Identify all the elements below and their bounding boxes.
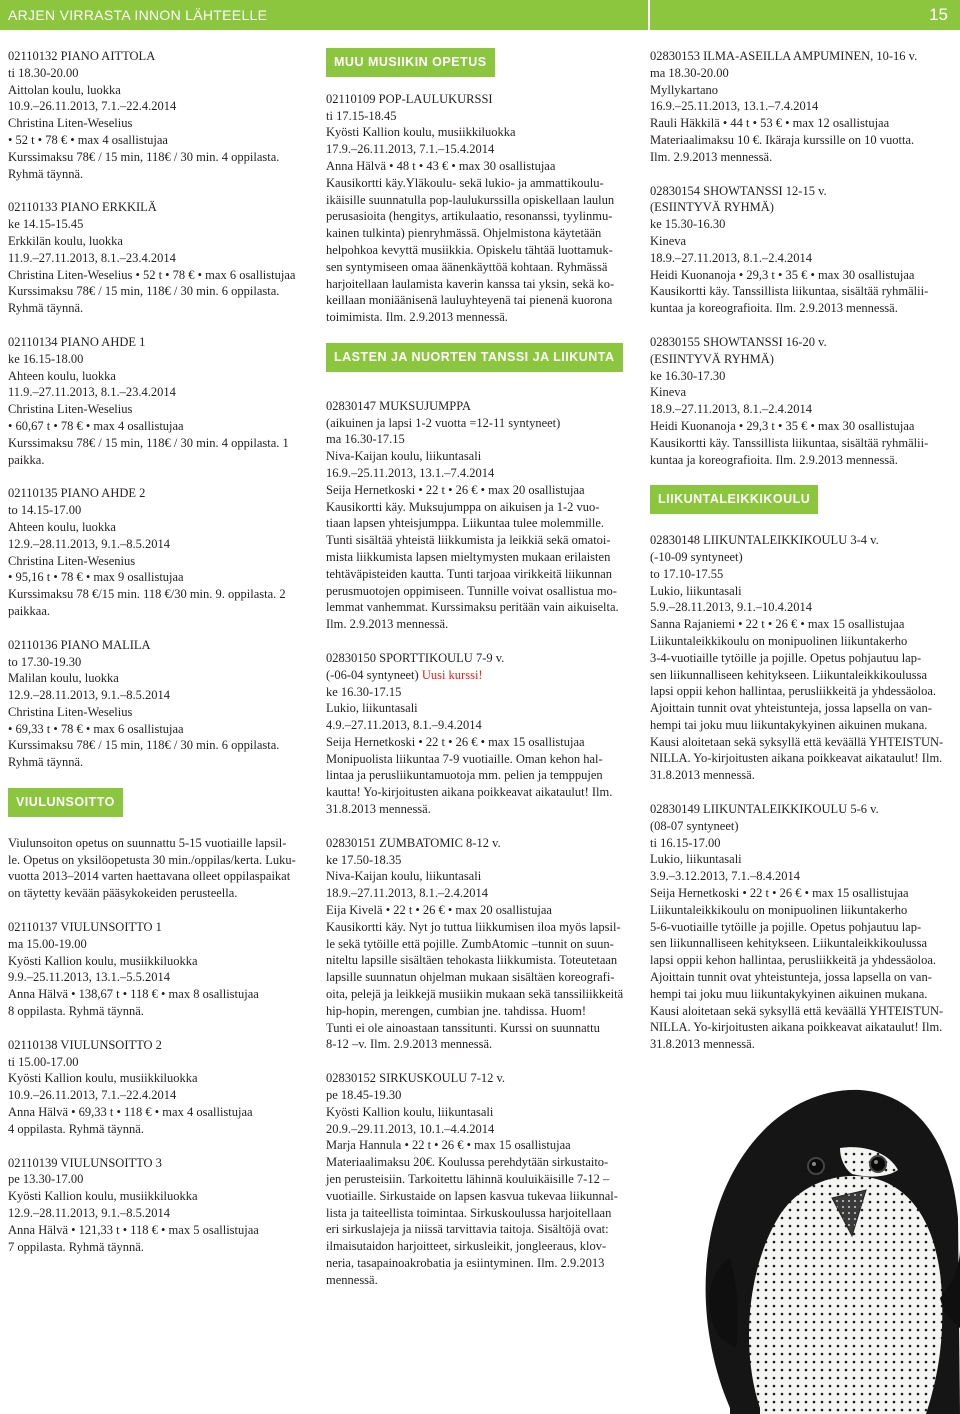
text-line: (-10-09 syntyneet) xyxy=(650,549,743,564)
course-pop-laulukurssi xyxy=(326,91,632,326)
text-line: 20.9.–29.11.2013, 10.1.–4.4.2014 xyxy=(326,1121,495,1136)
text-line: hip-hopin, merengen, cumbian jne. tahdissa. Huom! xyxy=(326,1003,587,1018)
text-line: Kineva xyxy=(650,233,687,248)
text-line: sen liikunnalliseen kehitykseen. Liikuntaleikkikoulussa xyxy=(650,936,928,951)
text-line: 02110134 PIANO AHDE 1 xyxy=(8,334,146,349)
text-line: Niva-Kaijan koulu, liikuntasali xyxy=(326,869,482,884)
text-line: 8 oppilasta. Ryhmä täynnä. xyxy=(8,1004,144,1019)
text-line: Christina Liten-Weselius xyxy=(8,116,133,131)
text-line: 16.9.–25.11.2013, 13.1.–7.4.2014 xyxy=(650,99,819,114)
text-line: Kausikortti käy.Yläkoulu- sekä lukio- ja ammattikoulu- xyxy=(326,175,604,190)
sporttikoulu-title xyxy=(326,650,632,667)
text-line: 10.9.–26.11.2013, 7.1.–22.4.2014 xyxy=(8,99,177,114)
text-line: toimimista. Ilm. 2.9.2013 mennessä. xyxy=(326,310,508,325)
text-line: 4 oppilasta. Ryhmä täynnä. xyxy=(8,1121,144,1136)
text-line: 10.9.–26.11.2013, 7.1.–22.4.2014 xyxy=(8,1088,177,1103)
course-liikuntaleikkikoulu-3-4 xyxy=(650,532,953,784)
text-line: 02110138 VIULUNSOITTO 2 xyxy=(8,1037,162,1052)
text-line: 18.9.–27.11.2013, 8.1.–2.4.2014 xyxy=(650,250,813,265)
text-line: Liikuntaleikkikoulu on monipuolinen liikuntakerho xyxy=(650,902,908,917)
sporttikoulu-details xyxy=(326,684,632,818)
text-line: 02830152 SIRKUSKOULU 7-12 v. xyxy=(326,1071,506,1086)
text-line: 18.9.–27.11.2013, 8.1.–2.4.2014 xyxy=(326,886,489,901)
text-line: Kyösti Kallion koulu, musiikkiluokka xyxy=(8,953,198,968)
course-piano-ahde-2 xyxy=(8,485,306,619)
text-line: Marja Hannula • 22 t • 26 € • max 15 osallistujaa xyxy=(326,1138,571,1153)
text-line: 31.8.2013 mennessä. xyxy=(650,768,755,783)
text-line: Anna Hälvä • 48 t • 43 € • max 30 osallistujaa xyxy=(326,158,556,173)
text-line: mista liikkumista lapsen mieltymysten mukaan erilaisten xyxy=(326,549,611,564)
page-header xyxy=(0,0,960,30)
course-showtanssi-16-20 xyxy=(650,334,953,468)
text-line: 02110109 POP-LAULUKURSSI xyxy=(326,91,493,106)
text-line: Anna Hälvä • 121,33 t • 118 € • max 5 osallistujaa xyxy=(8,1222,259,1237)
text-line: lista ja taiteellista toimintaa. Sirkuskoulussa harjoitellaan xyxy=(326,1205,612,1220)
text-line: 02830147 MUKSUJUMPPA xyxy=(326,398,472,413)
text-line: 02830153 ILMA-ASEILLA AMPUMINEN, 10-16 v. xyxy=(650,49,918,63)
text-line: lapsi oppii kehon hallintaa, perusliikkeitä ja yhdessäoloa. xyxy=(650,953,937,968)
course-sirkuskoulu xyxy=(326,1070,632,1288)
text-line: (ESIINTYVÄ RYHMÄ) xyxy=(650,351,774,366)
text-line: (08-07 syntyneet) xyxy=(650,818,739,833)
text-line: Anna Hälvä • 138,67 t • 118 € • max 8 osallistujaa xyxy=(8,987,259,1002)
text-line: eri sirkuslajeja ja niissä tarvittavia taitoja. Sisältöjä ovat: xyxy=(326,1222,609,1237)
text-line: 17.9.–26.11.2013, 7.1.–15.4.2014 xyxy=(326,142,495,157)
text-line: Ryhmä täynnä. xyxy=(8,301,84,316)
text-line: Kausi aloitetaan sekä syksyllä että keväällä YHTEISTUN- xyxy=(650,734,944,749)
text-line: keillaan moniäänisenä lauluyhteyenä tai pienenä kuorona xyxy=(326,293,613,308)
course-piano-aittola xyxy=(8,48,306,182)
new-course-badge: Uusi kurssi! xyxy=(421,667,483,682)
course-zumbatomic xyxy=(326,835,632,1053)
text-line: sen liikunnalliseen kehitykseen. Liikuntaleikkikoulussa xyxy=(650,667,928,682)
text-line: to 17.30-19.30 xyxy=(8,654,82,669)
text-line: lapsi oppii kehon hallintaa, perusliikkeitä ja yhdessäoloa. xyxy=(650,684,937,699)
page-number: 15 xyxy=(929,5,948,24)
text-line: • 52 t • 78 € • max 4 osallistujaa xyxy=(8,132,168,147)
text-line: paikka. xyxy=(8,452,45,467)
course-showtanssi-12-15 xyxy=(650,183,953,317)
text-line: Niva-Kaijan koulu, liikuntasali xyxy=(326,449,482,464)
text-line: 8-12 –v. Ilm. 2.9.2013 mennessä. xyxy=(326,1037,493,1052)
text-line: 02830151 ZUMBATOMIC 8-12 v. xyxy=(326,835,501,850)
text-line: ke 16.30-17.30 xyxy=(650,368,726,383)
text-line: vuotiaille. Sirkustaide on lapsen kasvua tukevaa liikunnal- xyxy=(326,1188,618,1203)
text-line: hempi tai joku muu liikuntakykyinen aikuinen mukana. xyxy=(650,717,928,732)
text-line: Ahteen koulu, luokka xyxy=(8,368,116,383)
text-line: perusmuotojen oppimiseen. Tunnille voivat osallistua mo- xyxy=(326,583,617,598)
course-piano-erkkila xyxy=(8,199,306,317)
text-line: Christina Liten-Weselius • 52 t • 78 € • max 6 osallistujaa xyxy=(8,267,296,282)
text-line: NILLA. Yo-kirjoitusten aikana poikkeavat aikataulut! Ilm. xyxy=(650,1020,943,1035)
text-line: 02110135 PIANO AHDE 2 xyxy=(8,486,146,501)
text-line: 9.9.–25.11.2013, 13.1.–5.5.2014 xyxy=(8,970,171,985)
column-right xyxy=(650,48,953,1070)
text-line: Kyösti Kallion koulu, musiikkiluokka xyxy=(326,125,516,140)
text-line: • 95,16 t • 78 € • max 9 osallistujaa xyxy=(8,570,184,585)
column-middle xyxy=(326,48,632,1306)
text-line: harjoitellaan laulamista kaverin kanssa tai yksin, sekä ko- xyxy=(326,276,615,291)
text-line: 4.9.–27.11.2013, 8.1.–9.4.2014 xyxy=(326,718,482,733)
text-line: 16.9.–25.11.2013, 13.1.–7.4.2014 xyxy=(326,465,495,480)
text-line: 31.8.2013 mennessä. xyxy=(326,802,431,817)
course-viulunsoitto-1 xyxy=(8,919,306,1020)
text-line: kuntaa ja koreografioita. Ilm. 2.9.2013 mennessä. xyxy=(650,452,898,467)
text-line: ti 18.30-20.00 xyxy=(8,65,79,80)
text-line: Kurssimaksu 78€ / 15 min, 118€ / 30 min. 4 oppilasta. 1 xyxy=(8,435,289,450)
text-line: 02830148 LIIKUNTALEIKKIKOULU 3-4 v. xyxy=(650,533,879,548)
course-viulunsoitto-2 xyxy=(8,1037,306,1138)
text-line: Ahteen koulu, luokka xyxy=(8,519,116,534)
text-line: ke 15.30-16.30 xyxy=(650,217,726,232)
text-line: Ryhmä täynnä. xyxy=(8,755,84,770)
text-line: lemmat vanhemmat. Kurssimaksu peritään vain aikuiselta. xyxy=(326,600,619,615)
text-line: Seija Hernetkoski • 22 t • 26 € • max 15 osallistujaa xyxy=(650,886,909,901)
text-line: Anna Hälvä • 69,33 t • 118 € • max 4 osallistujaa xyxy=(8,1105,253,1120)
text-line: 02110132 PIANO AITTOLA xyxy=(8,49,156,63)
text-line: 12.9.–28.11.2013, 9.1.–8.5.2014 xyxy=(8,536,171,551)
text-line: kautta! Yo-kirjoitusten aikana poikkeavat aikataulut! Ilm. xyxy=(326,785,613,800)
text-line: ke 17.50-18.35 xyxy=(326,852,402,867)
text-line: ke 16.15-18.00 xyxy=(8,351,84,366)
text-line: Kausikortti käy. Muksujumppa on aikuisen ja 1-2 vuo- xyxy=(326,499,600,514)
text-line: le. Opetus on yksilöopetusta 30 min./oppilas/kerta. Luku- xyxy=(8,852,296,867)
text-line: 18.9.–27.11.2013, 8.1.–2.4.2014 xyxy=(650,402,813,417)
section-banner-liikuntaleikkikoulu: LIIKUNTALEIKKIKOULU xyxy=(650,485,818,514)
text-line: Seija Hernetkoski • 22 t • 26 € • max 20 osallistujaa xyxy=(326,482,585,497)
text-line: vuotta 2013–2014 varten haettavana olleet oppilaspaikat xyxy=(8,869,291,884)
text-line: 11.9.–27.11.2013, 8.1.–23.4.2014 xyxy=(8,250,176,265)
section-banner-viulunsoitto: VIULUNSOITTO xyxy=(8,788,123,817)
text-line: Ilm. 2.9.2013 mennessä. xyxy=(326,617,449,632)
text-line: 02110137 VIULUNSOITTO 1 xyxy=(8,920,162,935)
header-bar-right xyxy=(650,0,960,30)
text-line: on täytetty kevään pääsykokeiden perusteella. xyxy=(8,886,238,901)
course-piano-ahde-1 xyxy=(8,334,306,468)
text-line: ke 14.15-15.45 xyxy=(8,217,84,232)
text-line: • 60,67 t • 78 € • max 4 osallistujaa xyxy=(8,418,184,433)
text-line: Lukio, liikuntasali xyxy=(650,852,742,867)
text-line: ma 16.30-17.15 xyxy=(326,432,405,447)
text-line: mennessä. xyxy=(326,1272,378,1287)
text-line: 02830155 SHOWTANSSI 16-20 v. xyxy=(650,334,827,349)
text-line: Ajoittain tunnit ovat yhteistunteja, jossa lapsella on van- xyxy=(650,970,932,985)
text-line: Kyösti Kallion koulu, musiikkiluokka xyxy=(8,1189,198,1204)
text-line: neria, tasapainoakrobatia ja esiintyminen. Ilm. 2.9.2013 xyxy=(326,1256,605,1270)
text-line: Kausikortti käy. Tanssillista liikuntaa, sisältää ryhmälii- xyxy=(650,284,929,299)
text-line: 3.9.–3.12.2013, 7.1.–8.4.2014 xyxy=(650,869,800,884)
text-line: Kurssimaksu 78€ / 15 min, 118€ / 30 min. 6 oppilasta. xyxy=(8,738,280,753)
text-line: (aikuinen ja lapsi 1-2 vuotta =12-11 syntyneet) xyxy=(326,415,561,430)
text-line: helpohkoa kevyttä musiikkia. Opiskelu tähtää luottamuk- xyxy=(326,242,613,257)
text-line: 3-4-vuotiaille tytöille ja pojille. Opetus pohjautuu lap- xyxy=(650,650,922,665)
text-line: sen syntymiseen omaa äänenkäyttöä kohtaan. Ryhmässä xyxy=(326,259,608,274)
text-line: ma 15.00-19.00 xyxy=(8,936,87,951)
text-line: Kurssimaksu 78€ / 15 min, 118€ / 30 min. 4 oppilasta. xyxy=(8,149,280,164)
text-line: perusasioita (hengitys, artikulaatio, resonanssi, tyylinmu- xyxy=(326,209,613,224)
section-banner-muu-musiikki: MUU MUSIIKIN OPETUS xyxy=(326,48,495,77)
text-line: Materiaalimaksu 20€. Koulussa perehdytään sirkustaito- xyxy=(326,1155,609,1170)
text-line: pe 18.45-19.30 xyxy=(326,1088,402,1103)
text-line: paikkaa. xyxy=(8,603,50,618)
text-line: (ESIINTYVÄ RYHMÄ) xyxy=(650,200,774,215)
text-line: Ryhmä täynnä. xyxy=(8,166,84,181)
text-line: Sanna Rajaniemi • 22 t • 26 € • max 15 osallistujaa xyxy=(650,617,905,632)
text-line: to 14.15-17.00 xyxy=(8,503,82,518)
text-line: Malilan koulu, luokka xyxy=(8,671,119,686)
text-line: Kausi aloitetaan sekä syksyllä että keväällä YHTEISTUN- xyxy=(650,1003,944,1018)
text-line: Myllykartano xyxy=(650,82,719,97)
text-line: hempi tai joku muu liikuntakykyinen aikuinen mukana. xyxy=(650,986,928,1001)
text-line: 11.9.–27.11.2013, 8.1.–23.4.2014 xyxy=(8,385,176,400)
text-line: 02830150 SPORTTIKOULU 7-9 v. xyxy=(326,650,505,665)
text-line: Christina Liten-Wesenius xyxy=(8,553,136,568)
text-line: NILLA. Yo-kirjoitusten aikana poikkeavat aikataulut! Ilm. xyxy=(650,751,943,766)
text-line: tiaan lapsen yhteisjumppa. Liikuntaa tulee molemmille. xyxy=(326,516,605,531)
section-banner-tanssi-liikunta: LASTEN JA NUORTEN TANSSI JA LIIKUNTA xyxy=(326,343,623,372)
text-line: Heidi Kuonanoja • 29,3 t • 35 € • max 30 osallistujaa xyxy=(650,418,915,433)
text-line: 12.9.–28.11.2013, 9.1.–8.5.2014 xyxy=(8,1206,171,1221)
text-line: Kineva xyxy=(650,385,687,400)
header-title: ARJEN VIRRASTA INNON LÄHTEELLE xyxy=(8,7,268,23)
header-bar xyxy=(0,0,648,30)
text-line: Kyösti Kallion koulu, musiikkiluokka xyxy=(8,1071,198,1086)
text-line: Kausikortti käy. Tanssillista liikuntaa, sisältää ryhmälii- xyxy=(650,435,929,450)
text-line: ti 15.00-17.00 xyxy=(8,1054,79,1069)
text-line: ti 17.15-18.45 xyxy=(326,108,397,123)
text-line: Viulunsoiton opetus on suunnattu 5-15 vuotiaille lapsil- xyxy=(8,835,287,850)
text-line: kainen tulkinta) pienryhmässä. Ohjelmistona käytetään xyxy=(326,226,602,241)
text-line: Ilm. 2.9.2013 mennessä. xyxy=(650,149,773,164)
text-line: Kyösti Kallion koulu, liikuntasali xyxy=(326,1104,494,1119)
text-line: Christina Liten-Weselius xyxy=(8,402,133,417)
text-line: ma 18.30-20.00 xyxy=(650,65,729,80)
sporttikoulu-birth: (-06-04 syntyneet) xyxy=(326,667,422,682)
text-line: Aittolan koulu, luokka xyxy=(8,82,121,97)
text-line: oita, pelejä ja leikkejä musiikin mukaan sekä tanssiliikkeitä xyxy=(326,987,624,1002)
text-line: Kurssimaksu 78€ / 15 min, 118€ / 30 min. 6 oppilasta. xyxy=(8,284,280,299)
text-line: tehtäväpisteiden kautta. Tunti tarjoaa virikkeitä liikunnan xyxy=(326,566,613,581)
text-line: Christina Liten-Weselius xyxy=(8,704,133,719)
text-line: 12.9.–28.11.2013, 9.1.–8.5.2014 xyxy=(8,688,171,703)
course-ilma-aseilla xyxy=(650,48,953,166)
text-line: Lukio, liikuntasali xyxy=(650,583,742,598)
text-line: 7 oppilasta. Ryhmä täynnä. xyxy=(8,1239,144,1254)
text-line: Eija Kivelä • 22 t • 26 € • max 20 osallistujaa xyxy=(326,903,552,918)
text-line: Tunti sisältää yhteistä liikkumista ja leikkiä sekä omatoi- xyxy=(326,533,611,548)
text-line: kuntaa ja koreografioita. Ilm. 2.9.2013 mennessä. xyxy=(650,301,898,316)
text-line: ikäisille suunnatulla pop-laulukurssilla opiskellaan laulun xyxy=(326,192,615,207)
text-line: 02830149 LIIKUNTALEIKKIKOULU 5-6 v. xyxy=(650,802,879,817)
text-line: 5-6-vuotiaille tytöille ja pojille. Opetus pohjautuu lap- xyxy=(650,919,922,934)
text-line: ilmaisutaidon harjoitteet, sirkusleikit, jongleeraus, klov- xyxy=(326,1239,607,1254)
penguin-toy-image xyxy=(690,1078,960,1414)
text-line: 02830154 SHOWTANSSI 12-15 v. xyxy=(650,183,827,198)
course-muksujumppa xyxy=(326,398,632,633)
text-line: Liikuntaleikkikoulu on monipuolinen liikuntakerho xyxy=(650,633,908,648)
text-line: Monipuolista liikuntaa 7-9 vuotiaille. Oman kehon hal- xyxy=(326,751,603,766)
text-line: Kurssimaksu 78 €/15 min. 118 €/30 min. 9. oppilasta. 2 xyxy=(8,587,286,602)
course-viulunsoitto-3 xyxy=(8,1155,306,1256)
text-line: le sekä tytöille että pojille. ZumbAtomic –tunnit on suun- xyxy=(326,936,614,951)
text-line: Erkkilän koulu, luokka xyxy=(8,233,123,248)
text-line: 02110133 PIANO ERKKILÄ xyxy=(8,200,157,215)
text-line: ti 16.15-17.00 xyxy=(650,835,721,850)
text-line: ke 16.30-17.15 xyxy=(326,684,402,699)
viulunsoitto-intro xyxy=(8,835,306,902)
text-line: pe 13.30-17.00 xyxy=(8,1172,84,1187)
text-line: to 17.10-17.55 xyxy=(650,566,724,581)
text-line: 31.8.2013 mennessä. xyxy=(650,1037,755,1052)
text-line: Seija Hernetkoski • 22 t • 26 € • max 15 osallistujaa xyxy=(326,734,585,749)
course-sporttikoulu xyxy=(326,650,632,818)
text-line: 02110136 PIANO MALILA xyxy=(8,637,151,652)
text-line: jen perusteisiin. Tarkoitettu lähinnä kouluikäisille 7-12 – xyxy=(326,1172,610,1187)
text-line: 02110139 VIULUNSOITTO 3 xyxy=(8,1155,162,1170)
text-line: Lukio, liikuntasali xyxy=(326,701,418,716)
text-line: • 69,33 t • 78 € • max 6 osallistujaa xyxy=(8,721,184,736)
text-line: Rauli Häkkilä • 44 t • 53 € • max 12 osallistujaa xyxy=(650,116,890,131)
course-piano-malila xyxy=(8,637,306,771)
text-line: niteltu lapsille sisältäen tehokasta liikkumista. Toteutetaan xyxy=(326,953,618,968)
sporttikoulu-birth-line xyxy=(326,667,632,684)
text-line: lintaa ja perusliikuntamuotoja mm. pelien ja temppujen xyxy=(326,768,603,783)
text-line: Ajoittain tunnit ovat yhteistunteja, jossa lapsella on van- xyxy=(650,701,932,716)
text-line: Heidi Kuonanoja • 29,3 t • 35 € • max 30 osallistujaa xyxy=(650,267,915,282)
text-line: Materiaalimaksu 10 €. Ikäraja kurssille on 10 vuotta. xyxy=(650,132,915,147)
text-line: Tunti ei ole ainoastaan tanssitunti. Kurssi on suunnattu xyxy=(326,1020,600,1035)
text-line: lapsille suunnatun ohjelman mukaan sisältäen koreografi- xyxy=(326,970,615,985)
column-left xyxy=(8,48,306,1272)
text-line: 5.9.–28.11.2013, 9.1.–10.4.2014 xyxy=(650,600,813,615)
course-liikuntaleikkikoulu-5-6 xyxy=(650,801,953,1053)
text-line: Kausikortti käy. Nyt jo tuttua liikkumisen iloa myös lapsil- xyxy=(326,919,621,934)
